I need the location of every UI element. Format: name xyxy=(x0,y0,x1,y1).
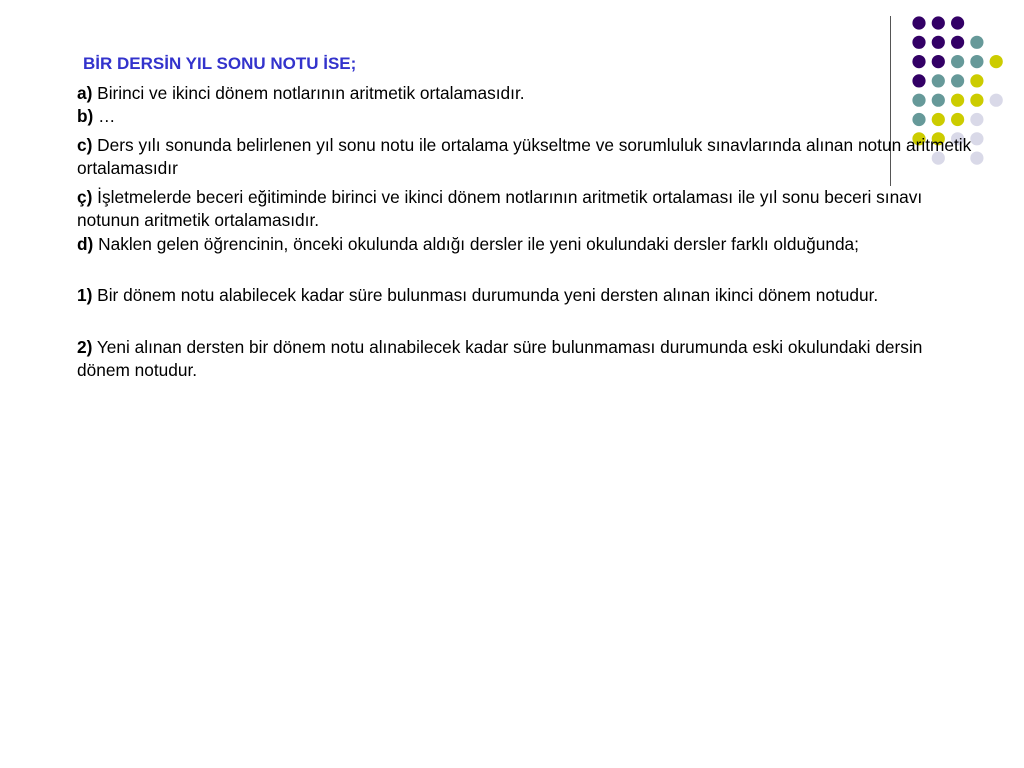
item-marker: 1) xyxy=(77,285,93,305)
decorative-dot xyxy=(912,16,925,29)
item-marker: ç) xyxy=(77,186,93,207)
list-item-cedilla xyxy=(77,186,977,233)
decorative-dot xyxy=(990,94,1003,107)
item-marker: c) xyxy=(77,134,93,155)
decorative-dot xyxy=(970,36,983,49)
item-marker: 2) xyxy=(77,336,93,357)
slide-title: BİR DERSİN YIL SONU NOTU İSE; xyxy=(83,54,357,73)
decorative-dot xyxy=(932,16,945,29)
decorative-dot xyxy=(951,16,964,29)
item-text: İşletmelerde beceri eğitiminde birinci ve ikinci dönem notlarının aritmetik ortalaması ile yıl sonu beceri sınavı notunun aritmetik ortalamasıdır. xyxy=(77,186,923,230)
item-marker: b) xyxy=(77,106,94,126)
list-item-1 xyxy=(77,284,977,308)
slide-body xyxy=(77,52,977,388)
list-item-b xyxy=(77,105,977,129)
item-text: Naklen gelen öğrencinin, önceki okulunda aldığı dersler ile yeni okulundaki dersler farklı olduğunda; xyxy=(93,233,859,254)
item-text: … xyxy=(93,106,116,126)
item-text: Bir dönem notu alabilecek kadar süre bulunması durumunda yeni dersten alınan ikinci dönem notudur. xyxy=(92,285,879,305)
list-item-d xyxy=(77,233,977,257)
item-text: Ders yılı sonunda belirlenen yıl sonu notu ile ortalama yükseltme ve sorumluluk sınavlarında alınan notun aritmetik ortalamasıdır xyxy=(77,134,972,178)
item-text: Birinci ve ikinci dönem notlarının aritmetik ortalamasıdır. xyxy=(92,82,525,103)
decorative-dot xyxy=(951,36,964,49)
item-marker: d) xyxy=(77,233,94,254)
decorative-dot xyxy=(932,36,945,49)
decorative-dot xyxy=(912,36,925,49)
list-item-c xyxy=(77,134,977,181)
item-text: Yeni alınan dersten bir dönem notu alınabilecek kadar süre bulunmaması durumunda eski okulundaki dersin dönem notudur. xyxy=(77,336,923,380)
decorative-dot xyxy=(990,55,1003,68)
item-marker: a) xyxy=(77,82,93,103)
list-item-a xyxy=(77,82,977,106)
list-item-2 xyxy=(77,336,977,383)
